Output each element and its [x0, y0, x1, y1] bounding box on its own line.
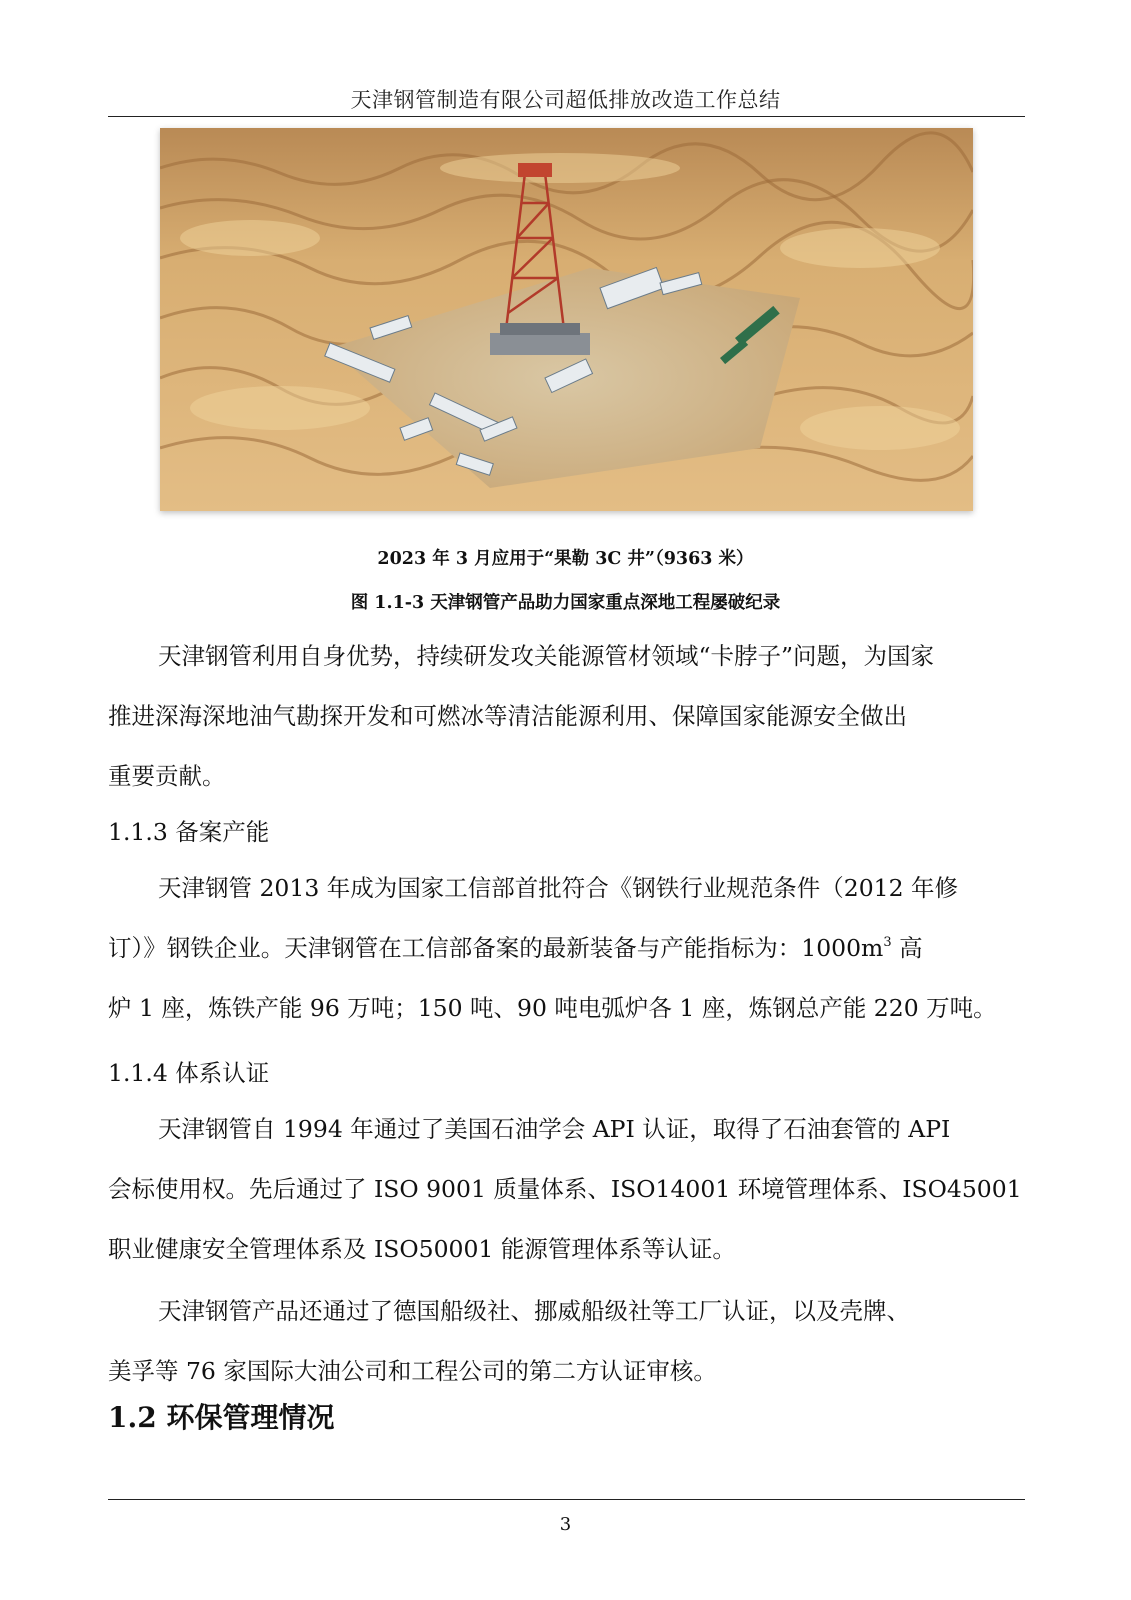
paragraph-line: 重要贡献。: [108, 762, 226, 790]
figure-caption-title: 图 1.1-3 天津钢管产品助力国家重点深地工程屡破纪录: [350, 593, 781, 613]
subsection-heading-1-1-4: 1.1.4 体系认证: [108, 1059, 270, 1087]
footer-rule: [108, 1499, 1025, 1500]
paragraph-certifications: [108, 1099, 1025, 1279]
paragraph-line: 天津钢管自 1994 年通过了美国石油学会 API 认证，取得了石油套管的 API: [158, 1115, 951, 1143]
figure-caption-date: 2023 年 3 月应用于“果勒 3C 井”（9363 米）: [377, 549, 754, 569]
paragraph-line: [108, 918, 1025, 978]
header-rule: [108, 116, 1025, 117]
paragraph-factory-certifications: [108, 1281, 1025, 1401]
paragraph-registered-capacity: [108, 858, 1025, 1038]
paragraph-line: 天津钢管利用自身优势，持续研发攻关能源管材领域“卡脖子”问题，为国家: [158, 642, 935, 670]
paragraph-line: 天津钢管 2013 年成为国家工信部首批符合《钢铁行业规范条件（2012 年修: [158, 874, 959, 902]
subsection-heading-1-1-3: 1.1.3 备案产能: [108, 818, 270, 846]
superscript-cubic: 3: [883, 935, 892, 950]
paragraph-line: 天津钢管产品还通过了德国船级社、挪威船级社等工厂认证，以及壳牌、: [158, 1297, 910, 1325]
page-number: 3: [559, 1514, 572, 1535]
paragraph-line: 美孚等 76 家国际大油公司和工程公司的第二方认证审核。: [108, 1357, 717, 1385]
line-text: 高: [891, 934, 923, 962]
paragraph-energy-contribution: [108, 626, 1025, 806]
paragraph-line: 推进深海深地油气勘探开发和可燃冰等清洁能源利用、保障国家能源安全做出: [108, 702, 907, 730]
line-text: 订）》钢铁企业。天津钢管在工信部备案的最新装备与产能指标为：1000m: [108, 934, 884, 962]
paragraph-line: 会标使用权。先后通过了 ISO 9001 质量体系、ISO14001 环境管理体系、ISO45001: [108, 1175, 1022, 1203]
desert-drilling-site-photo: [160, 128, 973, 511]
running-header: 天津钢管制造有限公司超低排放改造工作总结: [350, 88, 781, 112]
section-heading-1-2: 1.2 环保管理情况: [108, 1401, 335, 1434]
paragraph-line: 职业健康安全管理体系及 ISO50001 能源管理体系等认证。: [108, 1235, 736, 1263]
paragraph-line: 炉 1 座，炼铁产能 96 万吨；150 吨、90 吨电弧炉各 1 座，炼钢总产能 220 万吨。: [108, 994, 997, 1022]
